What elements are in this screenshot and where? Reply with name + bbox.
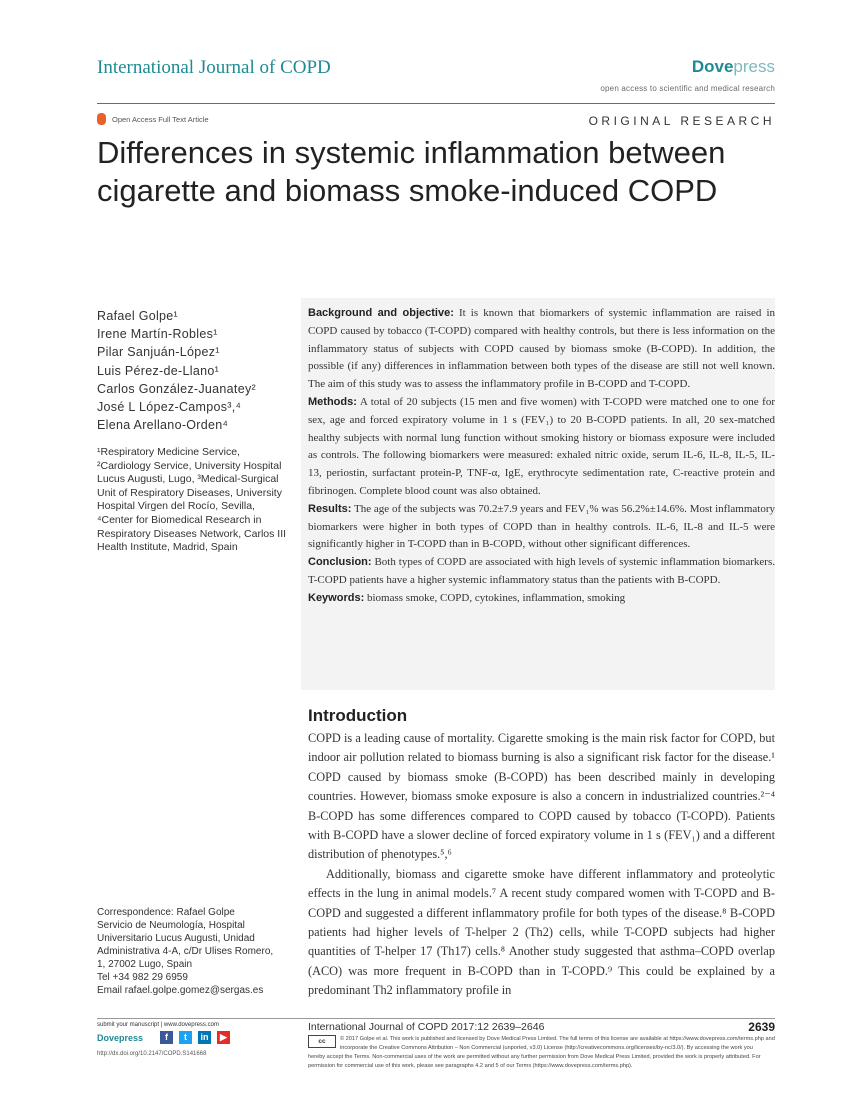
correspondence-line: Correspondence: Rafael Golpe [97, 907, 235, 918]
abstract [308, 305, 775, 608]
author: Rafael Golpe¹ [97, 309, 179, 323]
abstract-text: Both types of COPD are associated with high levels of systemic inflammation biomarkers. T-COPD patients have a higher systemic inflammatory status than the patients with B-COPD. [308, 556, 775, 586]
social-links [160, 1031, 230, 1044]
author: Pilar Sanjuán-López¹ [97, 345, 220, 360]
open-access-text: Open Access Full Text Article [112, 114, 209, 124]
introduction-heading: Introduction [308, 706, 408, 725]
correspondence-line: Tel +34 982 29 6959 [97, 972, 188, 983]
author-list [97, 307, 256, 434]
introduction-paragraph: Additionally, biomass and cigarette smoke have different inflammatory and proteolytic effects in the lung in animal models.⁷ A recent study compared women with T-COPD and B-COPD and suggested a different inflammatory profile for both types of the disease.⁸ B-COPD patients had higher levels of T-helper 2 (Th2) cells, while T-COPD subjects had higher quantities of T-helper 17 (Th17) cells.⁸ Another study suggested that asthma–COPD overlap (ACO) was more frequent in B-COPD than in T-COPD.⁹ This could be explained by a predominant Th2 inflammatory profile in [308, 866, 775, 998]
abstract-label: Keywords: [308, 591, 365, 604]
abstract-label: Methods: [308, 395, 357, 408]
correspondence-line: Administrativa 4-A, c/Dr Ulises Romero, [97, 946, 274, 957]
correspondence-line: 1, 27002 Lugo, Spain [97, 959, 193, 970]
abstract-background-para [308, 305, 775, 394]
license-text: © 2017 Golpe et al. This work is published and licensed by Dove Medical Press Limited. The full terms of this license are available at https://www.dovepress.com/terms.php and incorporate the Creative Commons Attribution – Non Commercial (unported, v3.0) License (http://creativecommons.org/licenses/by-nc/3.0/). By accessing the work you [340, 1036, 775, 1051]
title-line-1: Differences in systemic inflammation between [97, 135, 726, 170]
correspondence-line: Servicio de Neumología, Hospital [97, 920, 245, 931]
abstract-methods-para [308, 394, 775, 501]
license-text-continued: hereby accept the Terms. Non-commercial uses of the work are permitted without any further permission from Dove Medical Press Limited, provided the work is properly attributed. For permission for commercial use of this work, please see paragraphs 4.2 and 5 of our Terms (https://www.dovepress.com/terms.php). [308, 1054, 761, 1069]
footer-rule [97, 1018, 775, 1019]
article-title [97, 134, 777, 210]
linkedin-icon[interactable]: in [198, 1031, 211, 1044]
author: Irene Martín-Robles¹ [97, 327, 218, 342]
correspondence [97, 906, 287, 997]
youtube-icon[interactable]: ▶ [217, 1031, 230, 1044]
open-access-label [97, 113, 209, 125]
introduction-body [308, 729, 775, 1001]
footer-citation: International Journal of COPD 2017:12 2639–2646 [308, 1021, 545, 1033]
open-access-lock-icon [97, 113, 106, 125]
submit-manuscript-link[interactable]: submit your manuscript | www.dovepress.com [97, 1022, 219, 1028]
section-label: ORIGINAL RESEARCH [588, 114, 775, 128]
creative-commons-icon[interactable]: cc [308, 1035, 336, 1048]
publisher-tagline: open access to scientific and medical research [600, 84, 775, 93]
introduction-paragraph: COPD is a leading cause of mortality. Cigarette smoking is the main risk factor for COPD, but indoor air pollution related to biomass burning is also a significant risk factor for the disease.¹ COPD caused by biomass smoke (B-COPD) has been described mainly in developing countries. However, biomass smoke exposure is also a concern in industrialized countries.²⁻⁴ B-COPD has some differences compared to COPD caused by tobacco (T-COPD). Patients with B-COPD have a slower decline of forced expiratory volume in 1 s (FEV₁) and a different distribution of phenotypes.⁵,⁶ [308, 731, 775, 862]
facebook-icon[interactable]: f [160, 1031, 173, 1044]
abstract-text: The age of the subjects was 70.2±7.9 years and FEV₁% was 56.2%±14.6%. Most inflammatory biomarkers were higher in both types of COPD than in healthy controls. IL-6, IL-8 and IL-5 were significantly higher in T-COPD than in B-COPD, without other significant differences. [308, 502, 775, 551]
abstract-text: It is known that biomarkers of systemic inflammation are raised in COPD caused by tobacco (T-COPD) compared with healthy controls, but there is less information on the inflammatory status of subjects with COPD caused by biomass smoke (B-COPD). In addition, the possible (if any) differences in inflammation between both types of the disease are still not well known. The aim of this study was to assess the inflammatory profile in B-COPD and T-COPD. [308, 307, 775, 391]
abstract-results-para [308, 501, 775, 554]
abstract-keywords-para [308, 590, 775, 608]
abstract-label: Results: [308, 502, 352, 515]
correspondence-email[interactable]: Email rafael.golpe.gomez@sergas.es [97, 985, 264, 996]
author: Luis Pérez-de-Llano¹ [97, 363, 220, 378]
title-line-2: cigarette and biomass smoke-induced COPD [97, 173, 718, 208]
doi-link[interactable]: http://dx.doi.org/10.2147/COPD.S141668 [97, 1051, 207, 1057]
page-number: 2639 [748, 1020, 775, 1034]
abstract-label: Background and objective: [308, 307, 454, 319]
abstract-label: Conclusion: [308, 556, 372, 569]
publisher-logo-light: press [733, 57, 775, 76]
twitter-icon[interactable]: t [179, 1031, 192, 1044]
publisher-logo-bold: Dove [691, 57, 734, 76]
author: Carlos González-Juanatey² [97, 381, 256, 396]
footer-dovepress-logo[interactable]: Dovepress [97, 1033, 144, 1043]
author: José L López-Campos³,⁴ [97, 400, 242, 415]
header-rule [97, 103, 775, 104]
abstract-text: A total of 20 subjects (15 men and five women) with T-COPD were matched one to one for sex, age and forced expiratory volume in 1 s (FEV₁) to 20 B-COPD patients. In all, 20 sex-matched healthy subjects with normal lung function without smoking history or biomass exposure were included as controls. The following biomarkers were measured: exhaled nitric oxide, serum IL-6, IL-8, IL-5, IL-13, periostin, surfactant protein-P, TNF-α, IgE, erythrocyte sedimentation rate, C-reactive protein and fibrinogen. Complete blood count was also obtained. [308, 395, 775, 497]
journal-name: International Journal of COPD [97, 57, 331, 78]
publisher-logo [692, 57, 775, 77]
correspondence-line: Universitario Lucus Augusti, Unidad [97, 933, 255, 944]
author: Elena Arellano-Orden⁴ [97, 418, 229, 433]
affiliations: ¹Respiratory Medicine Service, ²Cardiology Service, University Hospital Lucus Augusti, Lugo, ³Medical-Surgical Unit of Respiratory Diseases, University Hospital Virgen del Rocío, Sevilla, ⁴Center for Biomedical Research in Respiratory Diseases Network, Carlos III Health Institute, Madrid, Spain [97, 446, 287, 554]
abstract-conclusion-para [308, 554, 775, 590]
abstract-text: biomass smoke, COPD, cytokines, inflammation, smoking [367, 591, 626, 604]
